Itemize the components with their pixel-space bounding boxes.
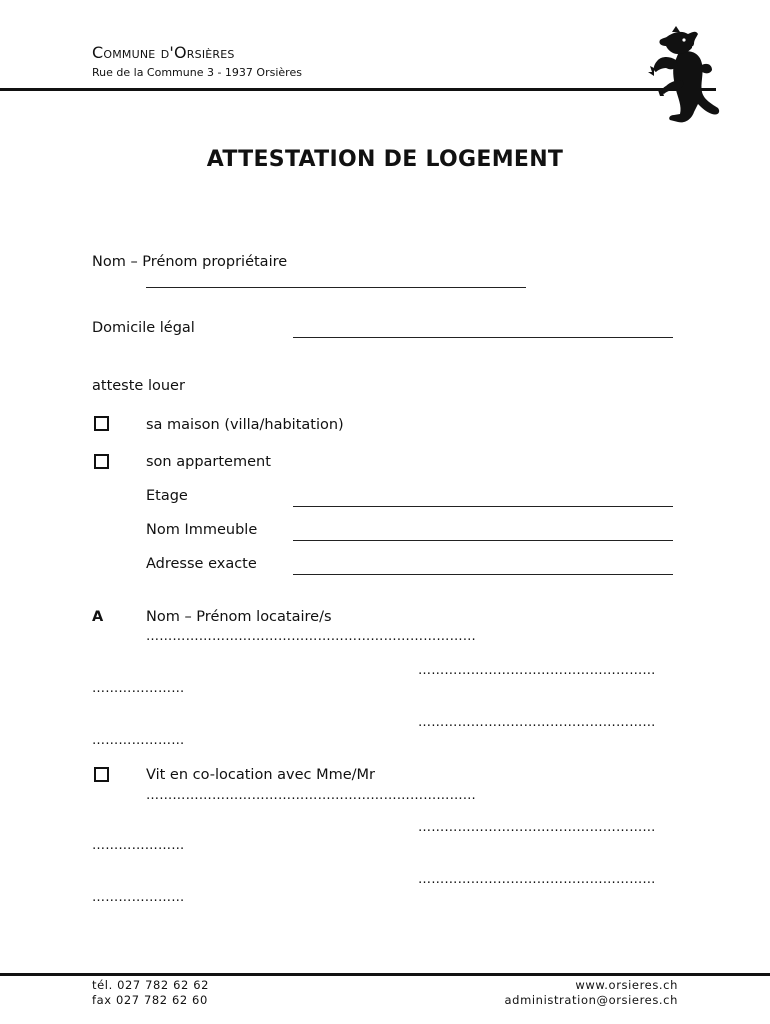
owner-field[interactable] [146,287,526,288]
section-marker: A [92,609,104,625]
tenant-dots-3[interactable]: ………………… [92,681,185,696]
rents-label: atteste louer [92,378,185,394]
tenant-label: Nom – Prénom locataire/s [146,609,332,625]
footer-divider [0,973,770,976]
colocation-label: Vit en co-location avec Mme/Mr [146,767,376,783]
colocation-dots-3[interactable]: ………………… [92,838,185,853]
apartment-option-label: son appartement [146,454,271,470]
colocation-dots-4[interactable]: ……………………………………………… [418,872,656,887]
footer-fax: fax 027 782 62 60 [92,993,208,1007]
domicile-field[interactable] [293,337,673,338]
commune-name-text: Commune d'Orsières [92,43,235,62]
commune-name [92,43,235,62]
apartment-checkbox[interactable] [94,454,109,469]
floor-field[interactable] [293,506,673,507]
address-label: Adresse exacte [146,556,257,572]
footer-email[interactable]: administration@orsieres.ch [504,993,678,1007]
document-title: ATTESTATION DE LOGEMENT [206,147,564,172]
tenant-dots-1[interactable]: ………………………………………………………………… [146,629,476,644]
bear-coat-of-arms-icon [648,26,722,126]
owner-label: Nom – Prénom propriétaire [92,254,288,270]
footer-website[interactable]: www.orsieres.ch [575,978,678,992]
colocation-dots-2[interactable]: ……………………………………………… [418,820,656,835]
domicile-label: Domicile légal [92,320,195,336]
header-divider [0,88,716,91]
commune-address: Rue de la Commune 3 - 1937 Orsières [92,66,302,79]
house-option-label: sa maison (villa/habitation) [146,417,344,433]
address-field[interactable] [293,574,673,575]
floor-label: Etage [146,488,188,504]
colocation-dots-5[interactable]: ………………… [92,890,185,905]
colocation-dots-1[interactable]: ………………………………………………………………… [146,788,476,803]
tenant-dots-2[interactable]: ……………………………………………… [418,663,656,678]
colocation-checkbox[interactable] [94,767,109,782]
building-label: Nom Immeuble [146,522,258,538]
footer-phone: tél. 027 782 62 62 [92,978,210,992]
house-checkbox[interactable] [94,416,109,431]
tenant-dots-4[interactable]: ……………………………………………… [418,715,656,730]
building-field[interactable] [293,540,673,541]
tenant-dots-5[interactable]: ………………… [92,733,185,748]
